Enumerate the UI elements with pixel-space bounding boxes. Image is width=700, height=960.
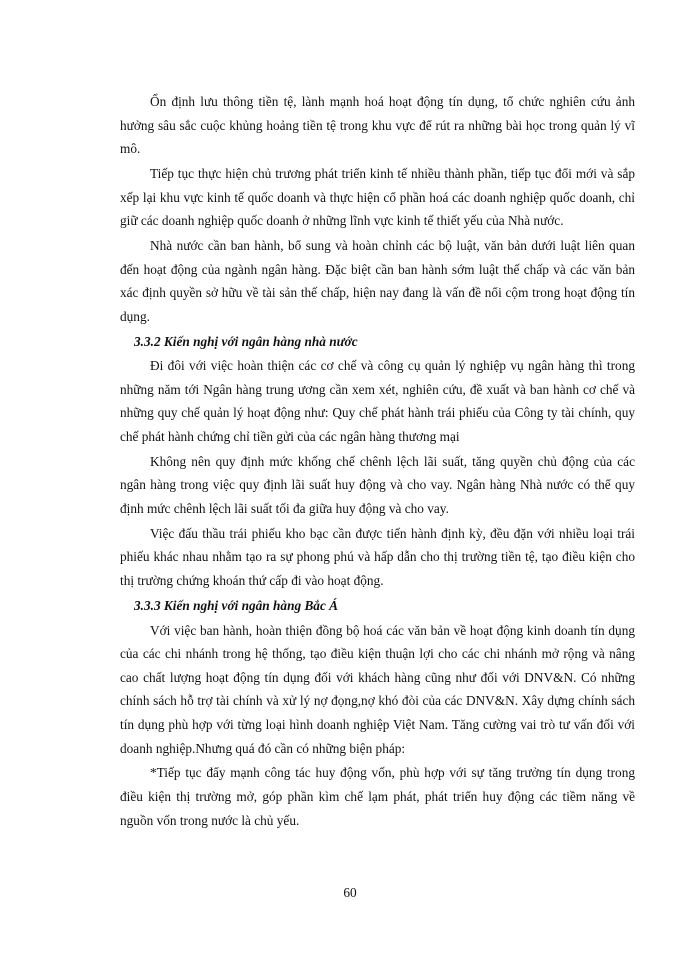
paragraph-treasury-bond-auction: Việc đấu thầu trái phiếu kho bạc cần được tiến hành định kỳ, đều đặn với nhiều loại trái phiếu khác nhau nhằm tạo ra sự phong phú và hấp dẫn cho thị trường tiền tệ, tạo điều kiện cho thị trường chứng khoán thứ cấp đi vào hoạt động. <box>120 525 635 588</box>
paragraph-legal-framework: Nhà nước cần ban hành, bổ sung và hoàn chỉnh các bộ luật, văn bản dưới luật liên quan đến hoạt động của ngành ngân hàng. Đặc biệt cần ban hành sớm luật thế chấp và các văn bản xác định quyền sở hữu về tài sản thế chấp, hiện nay đang là vấn đề nổi cộm trong hoạt động tín dụng. <box>120 237 635 324</box>
paragraph-central-bank-regulations: Đi đôi với việc hoàn thiện các cơ chế và công cụ quản lý nghiệp vụ ngân hàng thì trong những năm tới Ngân hàng trung ương cần xem xét, nghiên cứu, đề xuất và ban hành cơ chế và những quy chế quản lý hoạt động như: Quy chế phát hành trái phiếu của Công ty tài chính, quy chế phát hành chứng chỉ tiền gửi của các ngân hàng thương mại <box>120 358 635 445</box>
page-number: 60 <box>343 885 357 900</box>
paragraph-economic-sectors: Tiếp tục thực hiện chủ trương phát triển kinh tế nhiều thành phần, tiếp tục đổi mới và sắp xếp lại khu vực kinh tế quốc doanh và thực hiện cổ phần hoá các doanh nghiệp quốc doanh, chỉ giữ các doanh nghiệp quốc doanh ở những lĩnh vực kinh tế thiết yếu của Nhà nước. <box>120 165 635 229</box>
paragraph-monetary-stability: Ổn định lưu thông tiền tệ, lành mạnh hoá hoạt động tín dụng, tổ chức nghiên cứu ảnh hưởng sâu sắc cuộc khủng hoảng tiền tệ trong khu vực để rút ra những bài học trong quản lý vĩ mô. <box>120 94 635 157</box>
document-body <box>120 90 635 833</box>
section-heading-3-3-3: 3.3.3 Kiến nghị với ngân hàng Bắc Á <box>134 597 339 613</box>
paragraph-bac-a-bank-policies: Với việc ban hành, hoàn thiện đồng bộ hoá các văn bản về hoạt động kinh doanh tín dụng của các chi nhánh trong hệ thống, tạo điều kiện thuận lợi cho các chi nhánh mở rộng và nâng cao chất lượng hoạt động tín dụng đối với khách hàng cũng như đối với DNV&N. Có những chính sách hỗ trợ tài chính và xử lý nợ đọng,nợ khó đòi của các DNV&N. Xây dựng chính sách tín dụng phù hợp với từng loại hình doanh nghiệp Việt Nam. Tăng cường vai trò tư vấn đối với doanh nghiệp.Nhưng quá đó cần có những biện pháp: <box>120 622 635 756</box>
section-heading-3-3-2: 3.3.2 Kiến nghị với ngân hàng nhà nước <box>134 333 358 349</box>
paragraph-capital-mobilization: *Tiếp tục đẩy mạnh công tác huy động vốn, phù hợp với sự tăng trưởng tín dụng trong điều kiện thị trường mở, góp phần kìm chế lạm phát, phát triển huy động các tiềm năng về nguồn vốn trong nước là chủ yếu. <box>120 765 635 828</box>
paragraph-interest-rate-spread: Không nên quy định mức khống chế chênh lệch lãi suất, tăng quyền chủ động của các ngân hàng trong việc quy định lãi suất huy động và cho vay. Ngân hàng Nhà nước có thể quy định mức chênh lệch lãi suất tối đa giữa huy động và cho vay. <box>120 453 635 517</box>
